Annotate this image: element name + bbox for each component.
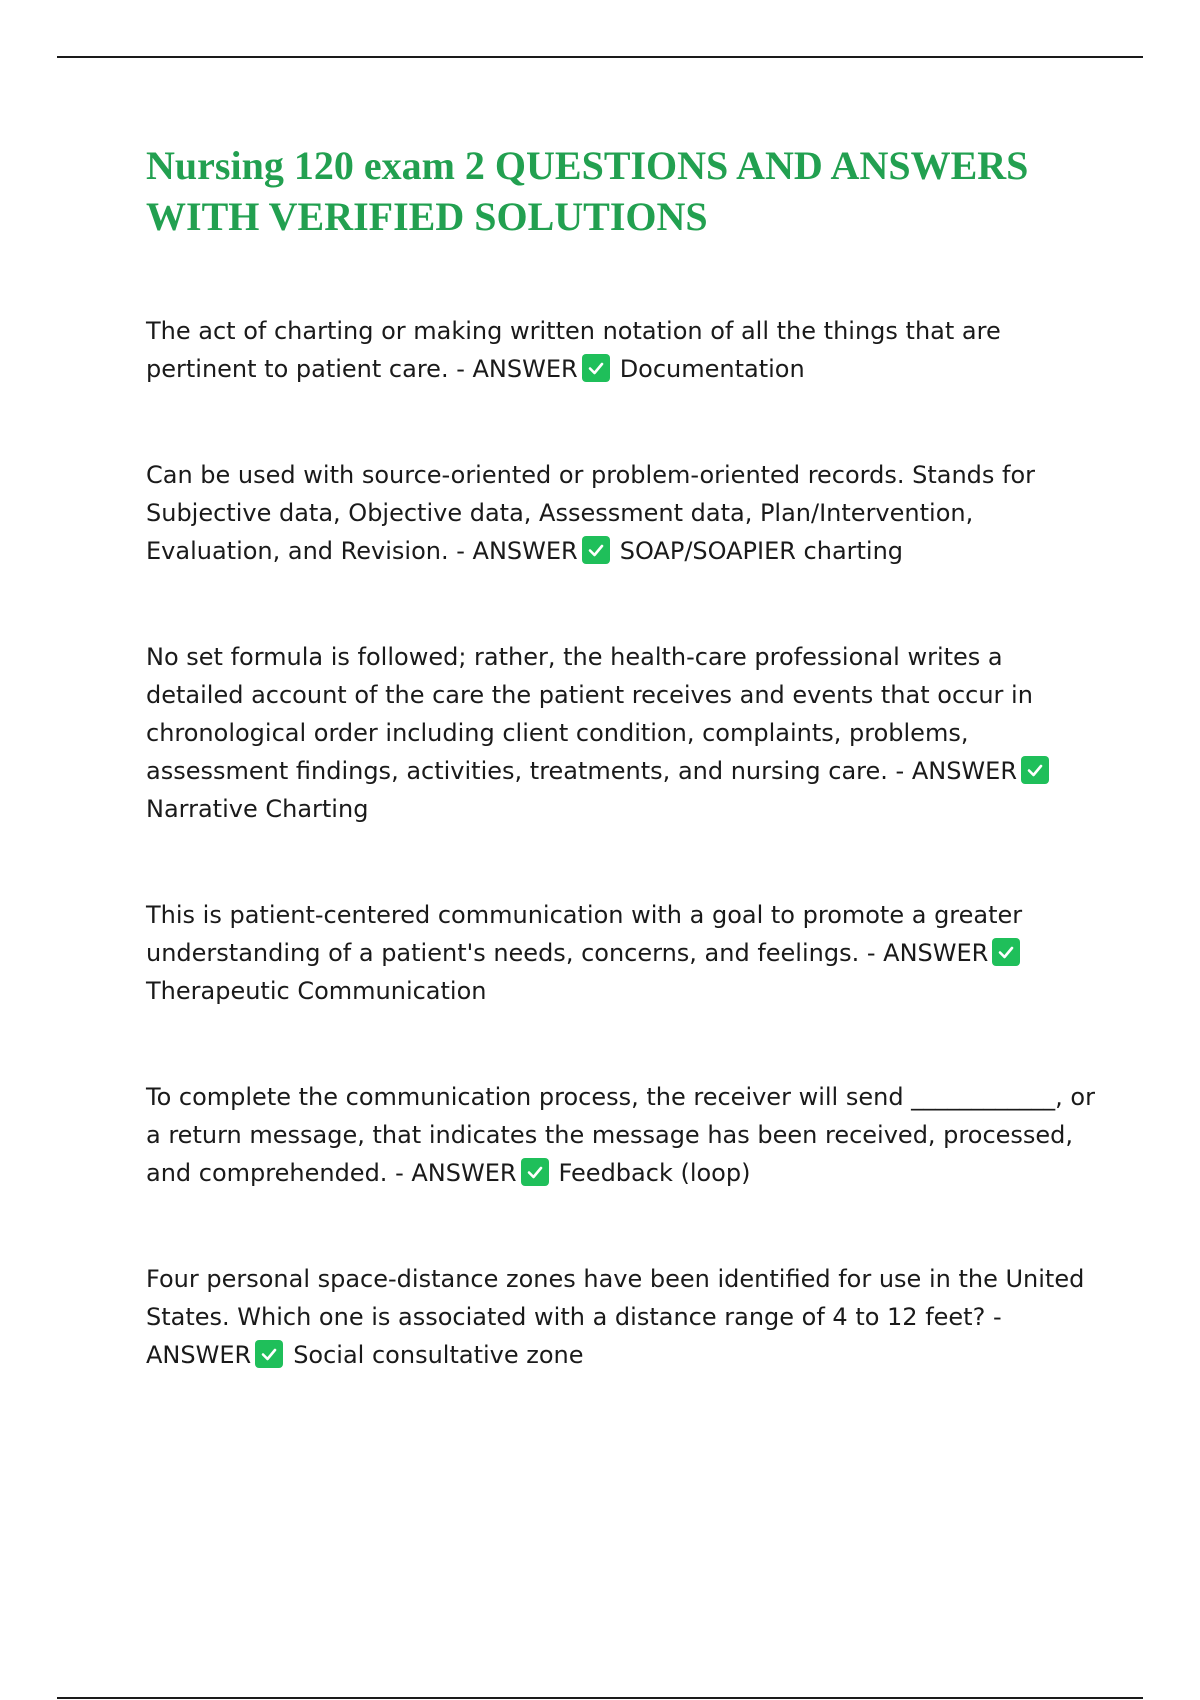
qa-item xyxy=(146,638,1096,828)
question-text: To complete the communication process, the receiver will send ____________, or a return message, that indicates the message has been received, processed, and comprehended. xyxy=(146,1083,1095,1187)
document-title: Nursing 120 exam 2 QUESTIONS AND ANSWERS WITH VERIFIED SOLUTIONS xyxy=(146,143,1029,239)
check-mark-icon xyxy=(1021,756,1049,784)
answer-prefix: - ANSWER xyxy=(146,1303,1002,1369)
answer-prefix: - ANSWER xyxy=(895,757,1017,785)
answer-prefix: - ANSWER xyxy=(456,537,578,565)
qa-item xyxy=(146,312,1096,388)
check-mark-icon xyxy=(521,1158,549,1186)
check-mark-icon xyxy=(255,1340,283,1368)
answer-text: Documentation xyxy=(619,355,805,383)
answer-text: Narrative Charting xyxy=(146,795,369,823)
question-text: Four personal space-distance zones have been identified for use in the United States. Which one is associated with a distance range of 4 to 12 feet? xyxy=(146,1265,1085,1331)
question-text: This is patient-centered communication with a goal to promote a greater understanding of a patient's needs, concerns, and feelings. xyxy=(146,901,1023,967)
qa-item xyxy=(146,1078,1096,1192)
qa-item xyxy=(146,456,1096,570)
answer-prefix: - ANSWER xyxy=(456,355,578,383)
answer-text: SOAP/SOAPIER charting xyxy=(619,537,904,565)
answer-prefix: - ANSWER xyxy=(395,1159,517,1187)
check-mark-icon xyxy=(582,354,610,382)
check-mark-icon xyxy=(992,938,1020,966)
answer-text: Therapeutic Communication xyxy=(146,977,487,1005)
answer-text: Feedback (loop) xyxy=(558,1159,751,1187)
bottom-divider xyxy=(57,1697,1143,1699)
question-text: No set formula is followed; rather, the health-care professional writes a detailed account of the care the patient receives and events that occur in chronological order including client condition, complaints, problems, assessment findings, activities, treatments, and nursing care. xyxy=(146,643,1033,785)
qa-item xyxy=(146,1260,1096,1374)
answer-text: Social consultative zone xyxy=(293,1341,584,1369)
qa-item xyxy=(146,896,1096,1010)
top-divider xyxy=(57,56,1143,58)
question-text: Can be used with source-oriented or problem-oriented records. Stands for Subjective data, Objective data, Assessment data, Plan/Intervention, Evaluation, and Revision. xyxy=(146,461,1036,565)
answer-prefix: - ANSWER xyxy=(866,939,989,967)
question-text: The act of charting or making written notation of all the things that are pertinent to patient care. xyxy=(146,317,1001,383)
check-mark-icon xyxy=(582,536,610,564)
document-body xyxy=(146,140,1096,1442)
